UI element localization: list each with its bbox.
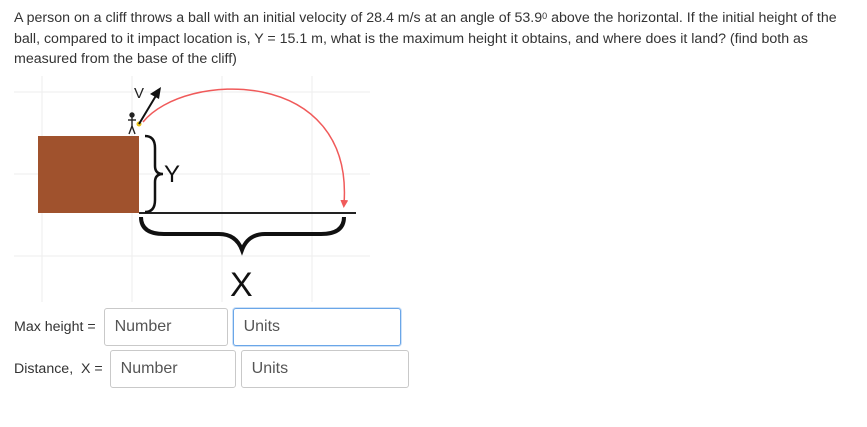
cliff-block [38,136,139,213]
distance-brace [141,217,344,250]
distance-field-label: Distance, X = [14,361,107,377]
max-height-label: Max height = [14,319,100,335]
degree-superscript: 0 [542,11,548,21]
max-height-number-input[interactable] [104,308,228,346]
distance-units-input[interactable] [241,350,409,388]
velocity-label: V [134,85,145,102]
question-text-start: A person on a cliff throws a ball with an initial velocity of 28.4 m/s at an angle of 53.9 [14,10,543,26]
projectile-diagram [14,76,370,302]
question-text [14,8,864,70]
question-text-end: above the horizontal. If the initial height of the ball, compared to it impact location is, Y = 15.1 m, what is the maximum height it obtains, and where does it land? (find both as measured from the base of the cliff) [14,10,837,67]
max-height-units-input[interactable] [233,308,401,346]
height-label: Y [164,161,181,188]
distance-label: X [230,266,253,302]
distance-number-input[interactable] [110,350,236,388]
distance-row [14,350,409,388]
max-height-row [14,308,401,346]
